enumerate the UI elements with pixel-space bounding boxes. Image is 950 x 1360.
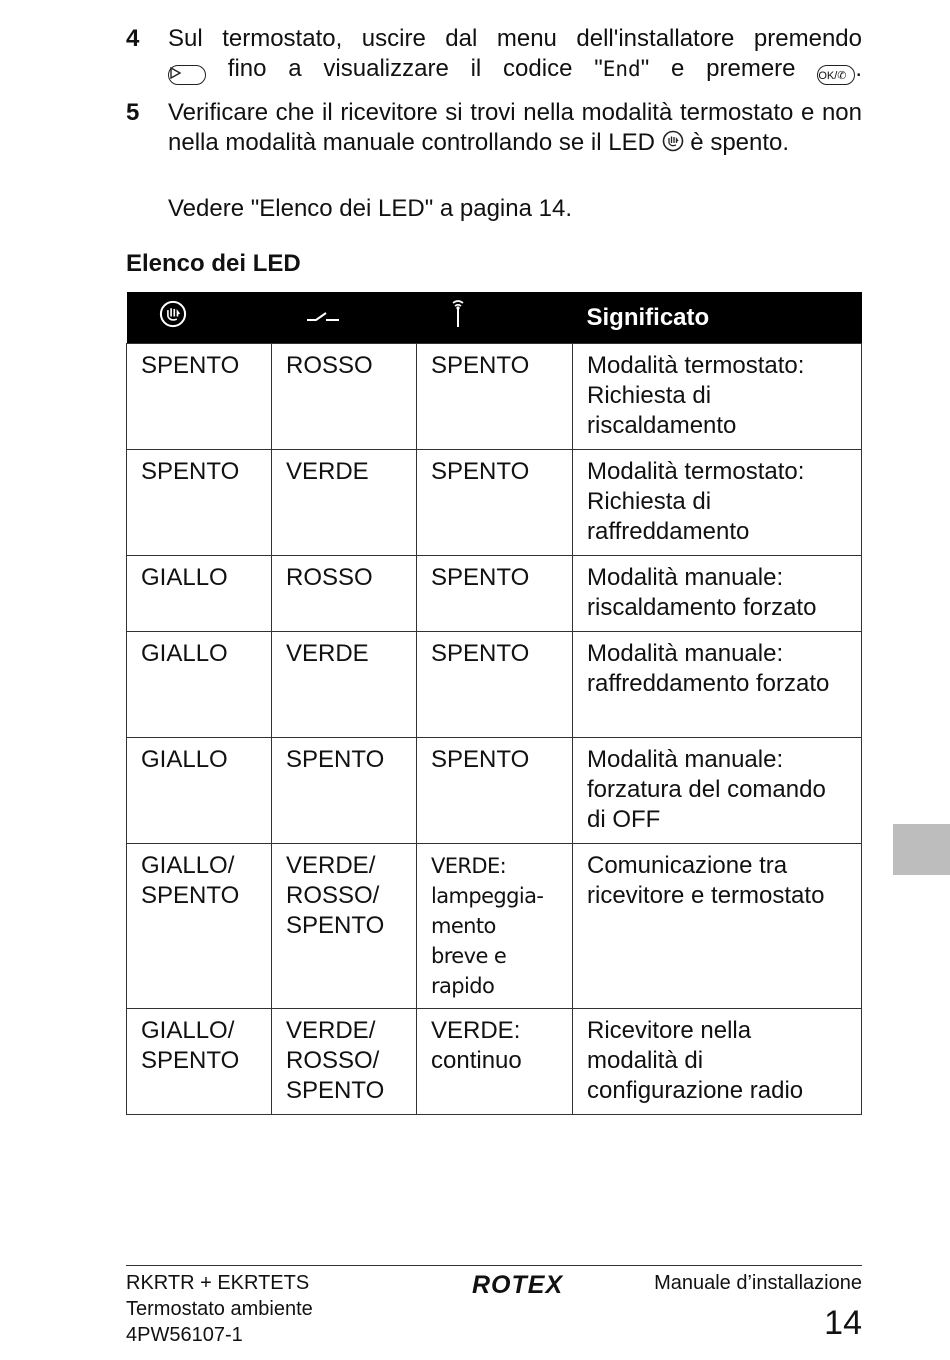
footer-product: Termostato ambiente [126, 1298, 313, 1320]
step-4 [126, 24, 862, 85]
table-cell: SPENTO [417, 450, 573, 556]
table-cell: SPENTO [127, 344, 272, 450]
step-5 [126, 98, 862, 160]
table-cell: ROSSO [272, 556, 417, 632]
antenna-led-icon [417, 292, 573, 344]
table-cell: VERDE/ ROSSO/ SPENTO [272, 1009, 417, 1115]
table-cell: VERDE [272, 632, 417, 738]
footer-doc-code: 4PW56107-1 [126, 1324, 243, 1346]
footer-manual: Manuale d’installazione [654, 1272, 862, 1294]
table-cell: VERDE [272, 450, 417, 556]
footer-model: RKRTR + EKRTETS [126, 1272, 310, 1294]
footer-left [126, 1270, 313, 1348]
table-cell: GIALLO [127, 556, 272, 632]
table-cell: SPENTO [417, 632, 573, 738]
table-cell: VERDE: continuo [417, 1009, 573, 1115]
ok-button-icon: OK/✆ [817, 65, 855, 85]
step-text: Sul termostato, uscire dal menu dell'installatore premendo fino a visualizzare il codice "End" e premere OK/✆ . [168, 24, 862, 85]
table-cell: Ricevitore nella modalità di configurazione radio [573, 1009, 862, 1115]
switch-led-icon [272, 292, 417, 344]
table-cell: Modalità termostato: Richiesta di raffreddamento [573, 450, 862, 556]
chapter-tab [893, 824, 950, 875]
table-row [127, 556, 862, 632]
table-cell: Modalità manuale: raffreddamento forzato [573, 632, 862, 738]
table-cell: SPENTO [127, 450, 272, 556]
table-cell: SPENTO [417, 556, 573, 632]
step-number: 5 [126, 99, 140, 126]
table-cell: GIALLO [127, 738, 272, 844]
table-row [127, 738, 862, 844]
hand-led-icon [127, 292, 272, 344]
table-cell: Modalità termostato: Richiesta di riscaldamento [573, 344, 862, 450]
table-cell: Comunicazione tra ricevitore e termostato [573, 844, 862, 1009]
table-header [127, 292, 862, 344]
table-cell: GIALLO/ SPENTO [127, 844, 272, 1009]
table-cell: Modalità manuale: forzatura del comando di OFF [573, 738, 862, 844]
page-number: 14 [824, 1304, 862, 1342]
reference-text: Vedere "Elenco dei LED" a pagina 14. [168, 195, 572, 222]
step-text: Verificare che il ricevitore si trovi nella modalità termostato e non nella modalità manuale controllando se il LED è spento. [168, 98, 862, 160]
play-button-icon [168, 65, 206, 85]
table-cell: SPENTO [272, 738, 417, 844]
table-row [127, 1009, 862, 1115]
table-cell: VERDE/ ROSSO/ SPENTO [272, 844, 417, 1009]
step-number: 4 [126, 25, 140, 52]
section-title: Elenco dei LED [126, 250, 301, 277]
table-cell: VERDE: lampeggia-mento breve e rapido [417, 844, 573, 1009]
table-cell: SPENTO [417, 738, 573, 844]
table-cell: Modalità manuale: riscaldamento forzato [573, 556, 862, 632]
table-row [127, 632, 862, 738]
table-row [127, 450, 862, 556]
table-row [127, 344, 862, 450]
footer-divider [126, 1265, 862, 1266]
table-cell: ROSSO [272, 344, 417, 450]
table-row [127, 844, 862, 1009]
hand-led-icon [662, 130, 684, 160]
end-code: End [602, 57, 641, 81]
brand-logo: ROTEX [472, 1271, 564, 1299]
meaning-header: Significato [573, 292, 862, 344]
table-cell: SPENTO [417, 344, 573, 450]
table-cell: GIALLO/ SPENTO [127, 1009, 272, 1115]
table-cell: GIALLO [127, 632, 272, 738]
led-table [126, 292, 862, 1115]
